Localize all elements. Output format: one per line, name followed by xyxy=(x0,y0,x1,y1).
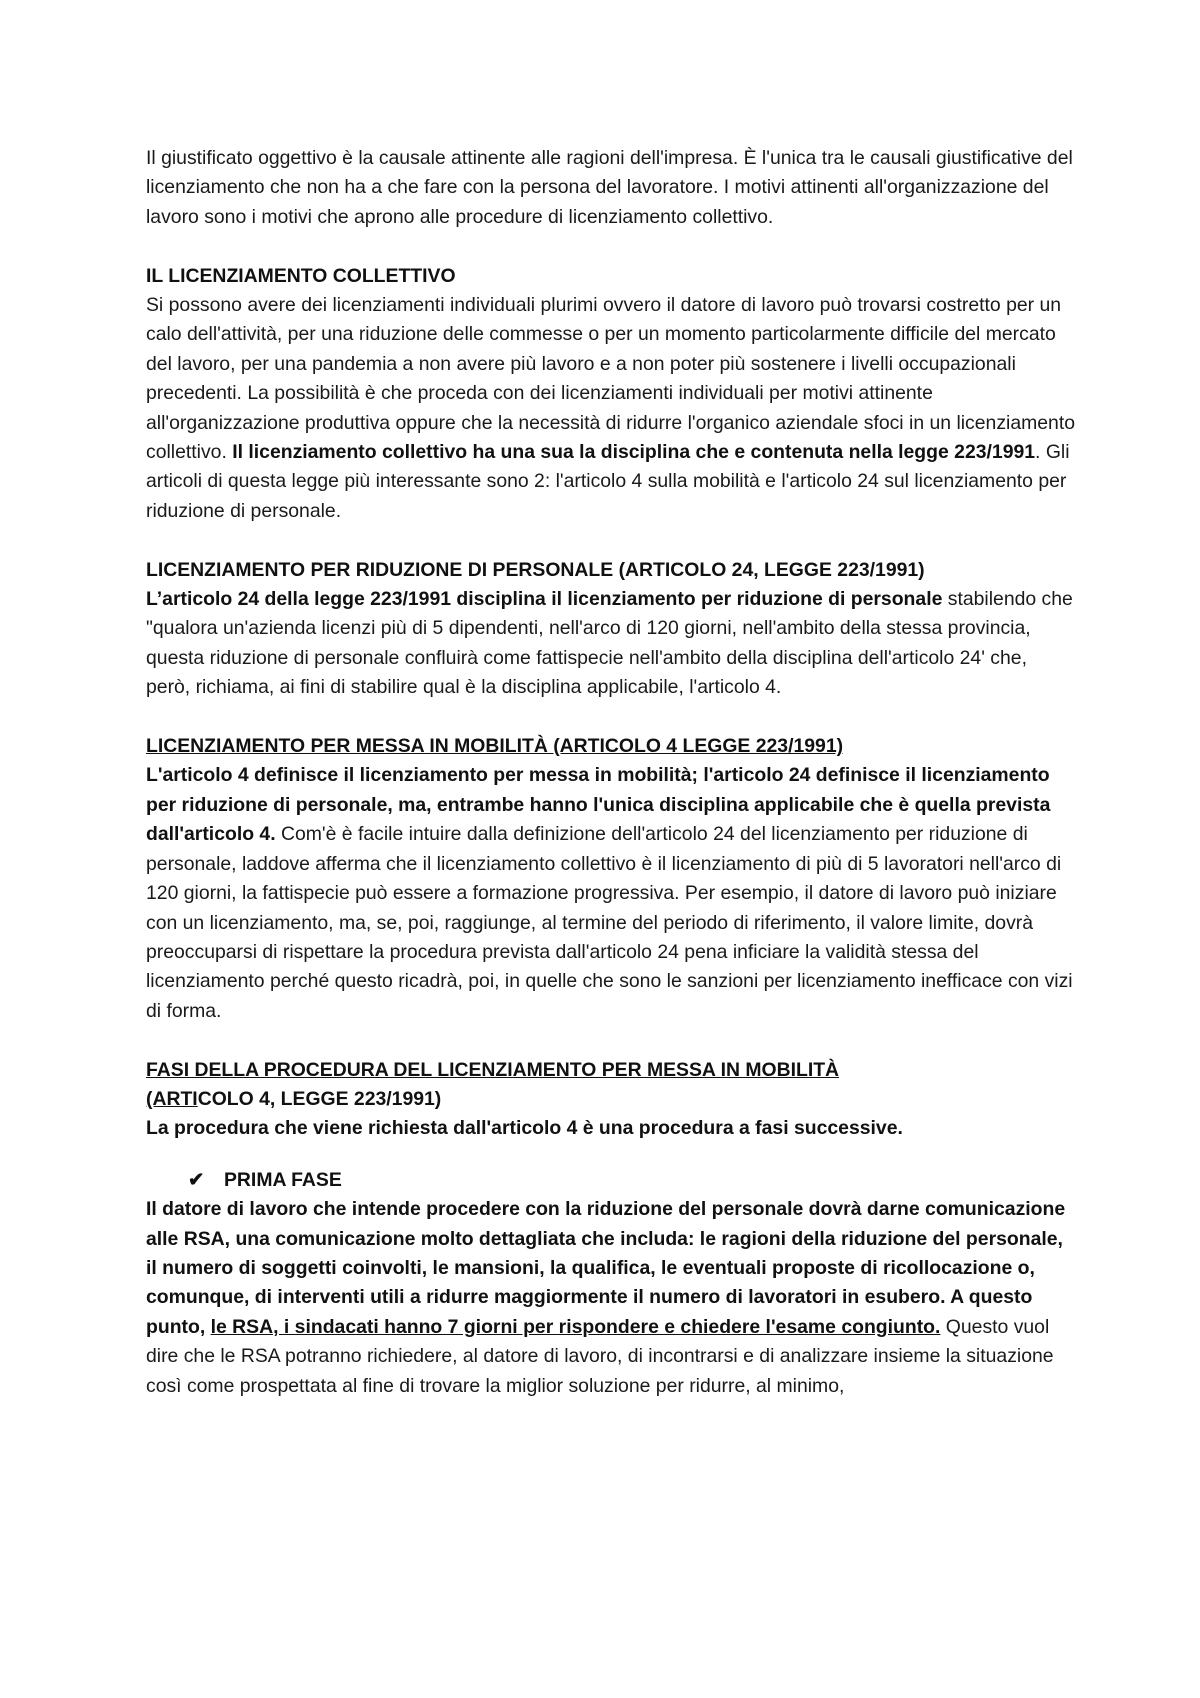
paragraph-text: . Gli articoli di questa legge più interessante sono 2: l'articolo 4 sulla mobilità e l'articolo 24 sul licenziamento per riduzione di personale. xyxy=(146,441,1070,522)
bold-underlined-text: le RSA, i sindacati hanno 7 giorni per rispondere e chiedere l'esame congiunto. xyxy=(210,1315,941,1338)
paragraph-licenziamento-collettivo xyxy=(146,291,1076,526)
paragraph-text: Questo vuol dire che le RSA potranno richiedere, al datore di lavoro, di incontrarsi e di analizzare insieme la situazione così come prospettata al fine di trovare la miglior soluzione per ridurre, al minimo, xyxy=(146,1315,1054,1397)
paragraph-prima-fase xyxy=(146,1195,1076,1401)
paragraph-text: Si possono avere dei licenziamenti individuali plurimi ovvero il datore di lavoro può trovarsi costretto per un calo dell'attività, per una riduzione delle commesse o per un momento particolarmente difficile del mercato del lavoro, per una pandemia a non avere più lavoro e a non poter più sostenere i livelli occupazionali precedenti. La possibilità è che proceda con dei licenziamenti individuali per motivi attinente all'organizzazione produttiva oppure che la necessità di ridurre l'organico aziendale sfoci in un licenziamento collettivo. xyxy=(146,294,1075,464)
heading-fasi-procedura xyxy=(146,1056,1076,1115)
bold-text: L'articolo 4 definisce il licenziamento per messa in mobilità; l'articolo 24 definisce il licenziamento per riduzione di personale, ma, entrambe hanno l'unica disciplina applicabile che è quella prevista dall'articolo 4. xyxy=(146,764,1051,846)
bold-text: L’articolo 24 della legge 223/1991 disciplina il licenziamento per riduzione di personale xyxy=(146,588,943,611)
list-item-prima-fase xyxy=(146,1166,1076,1195)
document-body xyxy=(146,144,1076,1401)
paragraph-text: Com'è è facile intuire dalla definizione dell'articolo 24 del licenziamento per riduzione di personale, laddove afferma che il licenziamento collettivo è il licenziamento di più di 5 lavoratori nell'arco di 120 giorni, la fattispecie può essere a formazione progressiva. Per esempio, il datore di lavoro può iniziare con un licenziamento, ma, se, poi, raggiunge, al termine del periodo di riferimento, il valore limite, dovrà preoccuparsi di rispettare la procedura prevista dall'articolo 24 pena inficiare la validità stessa del licenziamento perché questo ricadrà, poi, in quelle che sono le sanzioni per licenziamento inefficace con vizi di forma. xyxy=(146,823,1073,1022)
bold-text: Il licenziamento collettivo ha una sua la disciplina che e contenuta nella legge 223/1991 xyxy=(232,441,1036,464)
heading-licenziamento-collettivo: IL LICENZIAMENTO COLLETTIVO xyxy=(146,264,456,287)
paragraph-text: Il giustificato oggettivo è la causale attinente alle ragioni dell'impresa. È l'unica tra le causali giustificative del licenziamento che non ha a che fare con la persona del lavoratore. I motivi attinenti all'organizzazione del lavoro sono i motivi che aprono alle procedure di licenziamento collettivo. xyxy=(146,147,1073,228)
list-item-label: PRIMA FASE xyxy=(224,1168,342,1191)
bold-text: Il datore di lavoro che intende procedere con la riduzione del personale dovrà darne comunicazione alle RSA, una comunicazione molto dettagliata che includa: le ragioni della riduzione del personale, il numero di soggetti coinvolti, le mansioni, la qualifica, le eventuali proposte di ricollocazione o, comunque, di interventi utili a ridurre maggiormente il numero di lavoratori in esubero. A questo punto, xyxy=(146,1198,1066,1338)
paragraph-giustificato-oggettivo xyxy=(146,144,1076,232)
paragraph-text: stabilendo che "qualora un'azienda licenzi più di 5 dipendenti, nell'arco di 120 giorni, nell'ambito della stessa provincia, questa riduzione di personale confluirà come fattispecie nell'ambito della disciplina dell'articolo 24' che, però, richiama, ai fini di stabilire qual è la disciplina applicabile, l'articolo 4. xyxy=(146,588,1073,699)
paragraph-riduzione-personale xyxy=(146,585,1076,703)
checkmark-icon: ✔ xyxy=(188,1168,205,1191)
heading-line-2-underlined: (ARTI xyxy=(146,1087,198,1110)
paragraph-fasi-successive: La procedura che viene richiesta dall'articolo 4 è una procedura a fasi successive. xyxy=(146,1117,903,1140)
paragraph-messa-in-mobilita xyxy=(146,761,1076,1026)
heading-messa-in-mobilita: LICENZIAMENTO PER MESSA IN MOBILITÀ (ARTICOLO 4 LEGGE 223/1991) xyxy=(146,735,844,758)
heading-line-1: FASI DELLA PROCEDURA DEL LICENZIAMENTO PER MESSA IN MOBILITÀ xyxy=(146,1058,840,1081)
heading-riduzione-personale: LICENZIAMENTO PER RIDUZIONE DI PERSONALE (ARTICOLO 24, LEGGE 223/1991) xyxy=(146,558,925,581)
heading-line-2-rest: COLO 4, LEGGE 223/1991) xyxy=(197,1087,442,1110)
